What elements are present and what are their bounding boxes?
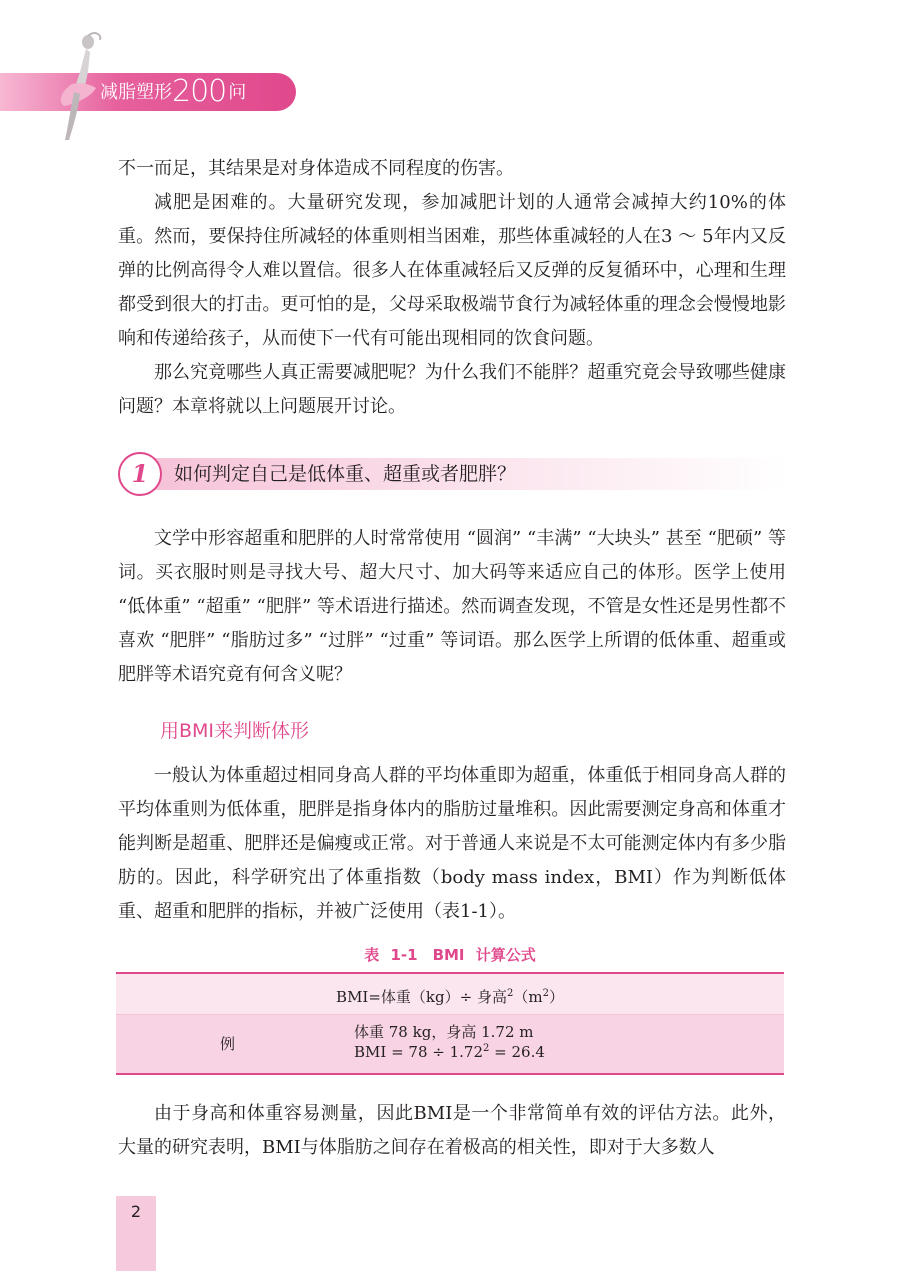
table-formula-row xyxy=(116,974,784,1014)
book-title xyxy=(100,73,246,111)
example-line2-exp: 2 xyxy=(483,1043,490,1054)
paragraph-questions: 那么究竟哪些人真正需要减肥呢？为什么我们不能胖？超重究竟会导致哪些健康问题？本章将就以上问题展开讨论。 xyxy=(118,362,786,417)
book-title-text: 减脂塑形 xyxy=(100,82,172,103)
paragraph-bmi-evaluation: 由于身高和体重容易测量，因此BMI是一个非常简单有效的评估方法。此外，大量的研究表明，BMI与体脂肪之间存在着极高的相关性，即对于大多数人 xyxy=(118,1103,786,1158)
section-number: 1 xyxy=(131,459,149,488)
formula-exp: 2 xyxy=(506,988,514,999)
table-caption: 表 1-1 BMI 计算公式 xyxy=(364,946,536,964)
formula-main: BMI=体重（kg）÷ 身高 xyxy=(336,988,507,1006)
paragraph-bmi-intro: 一般认为体重超过相同身高人群的平均体重即为超重，体重低于相同身高人群的平均体重则为低体重，肥胖是指身体内的脂肪过量堆积。因此需要测定身高和体重才能判断是超重、肥胖还是偏瘦或正常。对于普通人来说是不太可能测定体内有多少脂肪的。因此，科学研究出了体重指数（body mass index，BMI）作为判断低体重、超重和肥胖的指标，并被广泛使用（表1-1）。 xyxy=(118,765,786,922)
table-example-line1: 体重 78 kg，身高 1.72 m xyxy=(354,1023,534,1041)
formula-close: ） xyxy=(548,988,564,1006)
example-line2-a: BMI = 78 ÷ 1.72 xyxy=(354,1043,484,1061)
formula-unit: （m xyxy=(513,988,543,1006)
table-example-line2 xyxy=(354,1043,545,1061)
book-title-suffix: 问 xyxy=(228,82,247,103)
table-example-label: 例 xyxy=(220,1035,236,1053)
paragraph-terms: 文学中形容超重和肥胖的人时常常使用 “圆润” “丰满” “大块头” 甚至 “肥硕” 等词。买衣服时则是寻找大号、超大尺寸、加大码等来适应自己的体形。医学上使用 “低体重” “超重” “肥胖” 等术语进行描述。然而调查发现，不管是女性还是男性都不喜欢 “肥胖” “脂肪过多” “过胖” “过重” 等词语。那么医学上所谓的低体重、超重或肥胖等术语究竟有何含义呢？ xyxy=(118,528,786,685)
example-line2-b: = 26.4 xyxy=(489,1043,545,1061)
formula-unit-exp: 2 xyxy=(542,988,549,999)
book-title-number: 200 xyxy=(172,74,227,109)
table-bottom-rule xyxy=(116,1073,784,1075)
paragraph-difficulty: 减肥是困难的。大量研究发现，参加减肥计划的人通常会减掉大约10%的体重。然而，要保持住所减轻的体重则相当困难，那些体重减轻的人在3 ～ 5年内又反弹的比例高得令人难以置信。很多人在体重减轻后又反弹的反复循环中，心理和生理都受到很大的打击。更可怕的是，父母采取极端节食行为减轻体重的理念会慢慢地影响和传递给孩子，从而使下一代有可能出现相同的饮食问题。 xyxy=(118,192,786,349)
paragraph-continuation: 不一而足，其结果是对身体造成不同程度的伤害。 xyxy=(118,158,514,179)
subheading-bmi: 用BMI来判断体形 xyxy=(160,720,310,742)
page-number: 2 xyxy=(130,1202,142,1221)
section-title: 如何判定自己是低体重、超重或者肥胖？ xyxy=(174,463,517,485)
